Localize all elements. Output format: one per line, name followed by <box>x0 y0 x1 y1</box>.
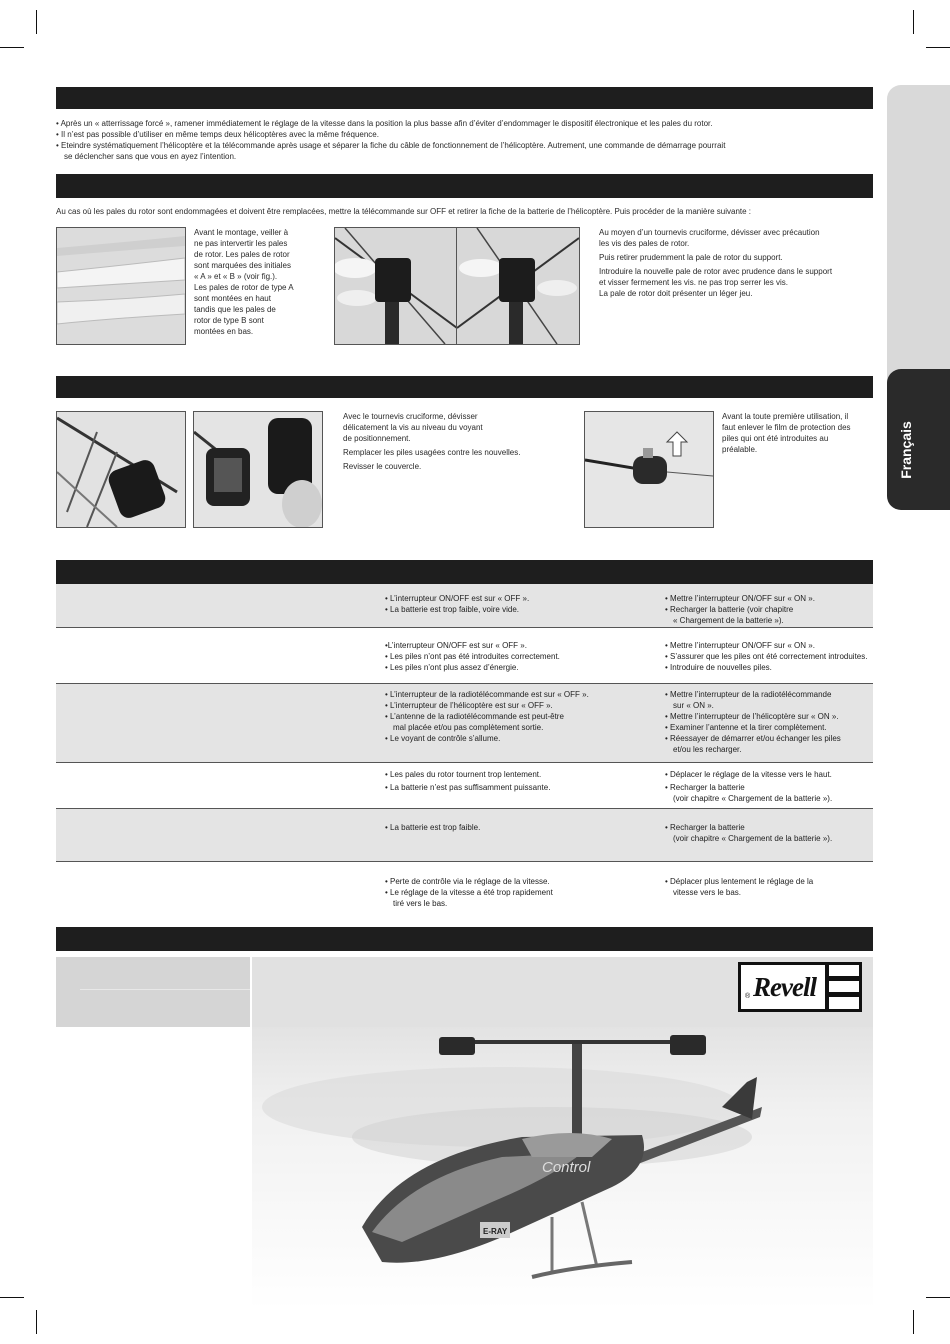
language-tab-label: Français <box>897 421 914 479</box>
remedy-item: (voir chapitre « Chargement de la batterie »). <box>673 834 833 843</box>
text-line: sont montées en haut <box>194 294 271 303</box>
registered-mark: ® <box>745 993 751 1000</box>
remedy-item: • Recharger la batterie (voir chapitre <box>665 605 794 614</box>
remedy-item: • Introduire de nouvelles piles. <box>665 663 772 672</box>
text-line: Les pales de rotor de type A <box>194 283 294 292</box>
battery-film-photo <box>584 411 714 528</box>
remedy-item: (voir chapitre « Chargement de la batterie »). <box>673 794 833 803</box>
crop-mark <box>913 10 914 34</box>
remedy-item: • Déplacer le réglage de la vitesse vers le haut. <box>665 770 832 779</box>
cause-cell <box>385 689 655 744</box>
remedy-item: • Examiner l’antenne et la tirer complètement. <box>665 723 827 732</box>
remedy-item: • Mettre l’interrupteur de la radiotélécommande <box>665 690 832 699</box>
remedy-cell <box>665 689 873 755</box>
table-row <box>56 809 873 862</box>
cause-cell <box>385 876 655 909</box>
text-line: ne pas intervertir les pales <box>194 239 288 248</box>
text-line: de rotor. Les pales de rotor <box>194 250 290 259</box>
text-line: Au moyen d’un tournevis cruciforme, dévisser avec précaution <box>599 228 820 237</box>
cause-item: • L’interrupteur de la radiotélécommande est sur « OFF ». <box>385 690 589 699</box>
cause-cell <box>385 769 655 793</box>
remedy-item: • Recharger la batterie <box>665 823 745 832</box>
remedy-cell <box>665 593 873 626</box>
section-header-bar <box>56 87 873 109</box>
section-header-bar <box>56 376 873 398</box>
logo-bar <box>829 981 859 992</box>
helicopter-illustration <box>252 1027 873 1310</box>
remedy-item: sur « ON ». <box>673 701 714 710</box>
table-row <box>56 763 873 809</box>
remedy-item: • Mettre l’interrupteur de l’hélicoptère sur « ON ». <box>665 712 839 721</box>
remedy-cell <box>665 876 873 898</box>
helicopter-image <box>252 1027 873 1310</box>
table-row <box>56 628 873 684</box>
cause-item: •L’interrupteur ON/OFF est sur « OFF ». <box>385 641 527 650</box>
crop-mark <box>36 10 37 34</box>
safety-notes <box>56 118 836 162</box>
remedy-item: • Mettre l’interrupteur ON/OFF sur « ON ». <box>665 594 815 603</box>
remedy-cell <box>665 822 873 844</box>
info-divider <box>80 989 250 990</box>
text-line: piles qui ont été introduites au <box>722 434 829 443</box>
cause-cell <box>385 822 655 833</box>
text-line: Introduire la nouvelle pale de rotor avec prudence dans le support <box>599 267 833 276</box>
battery-film-note <box>722 411 872 455</box>
crop-mark <box>926 1297 950 1298</box>
crop-mark <box>926 47 950 48</box>
remedy-item: et/ou les recharger. <box>673 745 742 754</box>
cause-item: • Le voyant de contrôle s’allume. <box>385 734 501 743</box>
rotor-screw-instructions <box>599 227 869 299</box>
safety-note: se déclencher sans que vous en ayez l’intention. <box>64 152 237 161</box>
text-line: Avant le montage, veiller à <box>194 228 289 237</box>
remedy-item: • Recharger la batterie <box>665 783 745 792</box>
battery-replacement-instructions <box>343 411 573 472</box>
cause-item: • La batterie est trop faible. <box>385 823 481 832</box>
cause-item: • La batterie n’est pas suffisamment puissante. <box>385 783 551 792</box>
table-row <box>56 862 873 918</box>
text-line: préalable. <box>722 445 758 454</box>
crop-mark <box>913 1310 914 1334</box>
table-row <box>56 684 873 763</box>
remedy-cell <box>665 640 873 673</box>
remedy-item: vitesse vers le bas. <box>673 888 742 897</box>
text-line: Avant la toute première utilisation, il <box>722 412 849 421</box>
text-line: Remplacer les piles usagées contre les nouvelles. <box>343 448 521 457</box>
rotor-assembly-note <box>194 227 324 337</box>
rotor-blades-illustration <box>57 228 185 344</box>
text-line: rotor de type B sont <box>194 316 264 325</box>
text-line: Revisser le couvercle. <box>343 462 422 471</box>
remedy-cell <box>665 769 873 804</box>
cause-item: • Le réglage de la vitesse a été trop rapidement <box>385 888 553 897</box>
cause-item: • La batterie est trop faible, voire vide. <box>385 605 519 614</box>
rotor-head-photo-1 <box>334 227 458 345</box>
text-line: tandis que les pales de <box>194 305 276 314</box>
cause-item: • Les piles n’ont plus assez d’énergie. <box>385 663 519 672</box>
cause-item: • L’antenne de la radiotélécommande est peut-être <box>385 712 564 721</box>
section-header-bar <box>56 560 873 584</box>
safety-note: • Eteindre systématiquement l’hélicoptère et la télécommande après usage et séparer la fiche du câble de fonctionnement de l’hélicoptère. Autrement, une commande de démarrage pourrait <box>56 141 726 150</box>
text-line: sont marquées des initiales <box>194 261 291 270</box>
safety-note: • Après un « atterrissage forcé », ramener immédiatement le réglage de la vitesse dans la position la plus basse afin d’éviter d’endommager le dispositif électronique et les pales du rotor. <box>56 119 713 128</box>
text-line: Avec le tournevis cruciforme, dévisser <box>343 412 478 421</box>
cause-item: • Les piles n’ont pas été introduites correctement. <box>385 652 560 661</box>
logo-bar <box>829 997 859 1009</box>
cause-item: • Perte de contrôle via le réglage de la vitesse. <box>385 877 550 886</box>
helicopter-badge: E-RAY <box>483 1227 508 1236</box>
remedy-item: « Chargement de la batterie »). <box>673 616 784 625</box>
safety-note: • Il n’est pas possible d’utiliser en même temps deux hélicoptères avec la même fréquence. <box>56 130 379 139</box>
cause-cell <box>385 593 655 615</box>
section-header-bar <box>56 927 873 951</box>
rotor-blades-photo <box>56 227 186 345</box>
rotor-head-photo-2 <box>456 227 580 345</box>
section-header-bar <box>56 174 873 198</box>
crop-mark <box>0 47 24 48</box>
battery-cover-photo-1 <box>56 411 186 528</box>
rotor-replacement-intro: Au cas où les pales du rotor sont endommagées et doivent être remplacées, mettre la télécommande sur OFF et retirer la fiche de la batterie de l’hélicoptère. Puis procéder de la manière suivante : <box>56 207 752 216</box>
info-panel-left <box>56 957 250 1027</box>
text-line: et visser fermement les vis. ne pas trop serrer les vis. <box>599 278 788 287</box>
revell-logo <box>738 962 862 1012</box>
cause-item: • L’interrupteur de l’hélicoptère est sur « OFF ». <box>385 701 553 710</box>
crop-mark <box>36 1310 37 1334</box>
cause-item: • Les pales du rotor tournent trop lentement. <box>385 770 542 779</box>
text-line: les vis des pales de rotor. <box>599 239 690 248</box>
crop-mark <box>0 1297 24 1298</box>
remedy-item: • Mettre l’interrupteur ON/OFF sur « ON ». <box>665 641 815 650</box>
table-row <box>56 584 873 628</box>
remedy-item: • Réessayer de démarrer et/ou échanger les piles <box>665 734 841 743</box>
text-line: de positionnement. <box>343 434 411 443</box>
text-line: La pale de rotor doit présenter un léger jeu. <box>599 289 753 298</box>
text-line: « A » et « B » (voir fig.). <box>194 272 278 281</box>
cause-item: tiré vers le bas. <box>393 899 448 908</box>
text-line: montées en bas. <box>194 327 254 336</box>
cause-item: • L’interrupteur ON/OFF est sur « OFF ». <box>385 594 530 603</box>
cause-item: mal placée et/ou pas complètement sortie. <box>393 723 544 732</box>
battery-cover-photo-2 <box>193 411 323 528</box>
text-line: Puis retirer prudemment la pale de rotor du support. <box>599 253 783 262</box>
text-line: délicatement la vis au niveau du voyant <box>343 423 483 432</box>
cause-cell <box>385 640 655 673</box>
remedy-item: • Déplacer plus lentement le réglage de la <box>665 877 814 886</box>
logo-bar <box>829 965 859 976</box>
revell-wordmark: Revell <box>753 972 816 1002</box>
remedy-item: • S’assurer que les piles ont été correctement introduites. <box>665 652 868 661</box>
text-line: faut enlever le film de protection des <box>722 423 851 432</box>
helicopter-body-label: Control <box>542 1159 591 1176</box>
